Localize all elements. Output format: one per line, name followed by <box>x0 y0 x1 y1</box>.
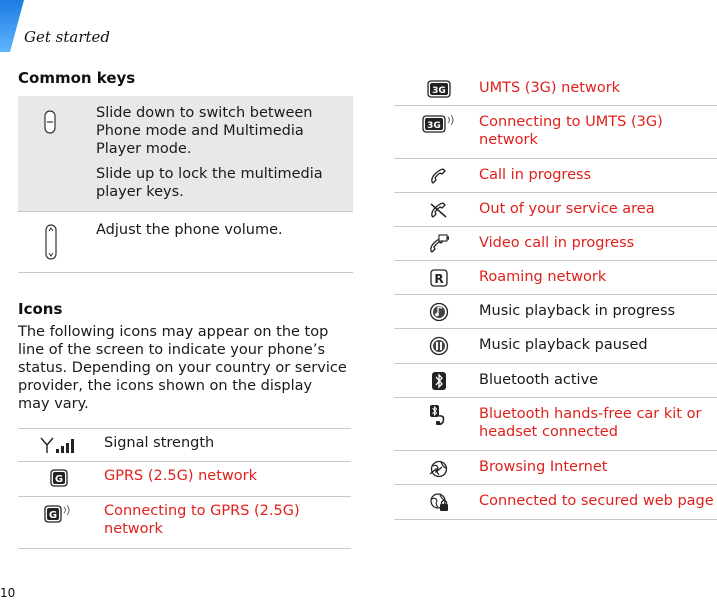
svg-text:G: G <box>48 510 58 521</box>
right-icons-table <box>394 72 717 520</box>
volume-key-icon <box>44 224 58 260</box>
switch-key-desc-1: Slide down to switch between Phone mode and Multimedia Player mode. <box>96 105 313 157</box>
call-in-progress-icon <box>422 165 456 187</box>
page-number: 10 <box>0 586 16 600</box>
gprs-connecting-icon <box>38 502 80 524</box>
right-icon-label: Video call in progress <box>479 235 635 251</box>
out-of-service-icon <box>422 199 456 221</box>
right-icon-row <box>394 261 717 295</box>
right-icon-row <box>394 485 717 520</box>
right-icon-row <box>394 193 717 227</box>
secured-web-icon <box>422 491 456 513</box>
svg-text:3G: 3G <box>427 121 441 131</box>
right-icon-row <box>394 451 717 485</box>
right-icon-row <box>394 398 717 451</box>
right-icon-label: Bluetooth hands-free car kit or headset connected <box>479 406 702 440</box>
right-icon-row <box>394 227 717 261</box>
page-title: Get started <box>24 28 111 46</box>
right-icon-row <box>394 159 717 193</box>
right-icon-row <box>394 106 717 159</box>
side-switch-icon <box>42 110 58 134</box>
right-icon-label: UMTS (3G) network <box>479 80 621 96</box>
video-call-icon <box>422 233 456 255</box>
right-icon-label: Music playback paused <box>479 337 648 353</box>
gprs-icon <box>38 467 80 489</box>
svg-text:G: G <box>54 474 64 485</box>
umts-connecting-icon <box>422 112 456 134</box>
svg-text:3G: 3G <box>432 86 446 96</box>
music-paused-icon <box>422 335 456 357</box>
right-icon-label: Music playback in progress <box>479 303 676 319</box>
right-icon-row <box>394 364 717 398</box>
right-icon-label: Roaming network <box>479 269 607 285</box>
signal-strength-icon <box>38 434 80 456</box>
volume-key-desc: Adjust the phone volume. <box>96 222 283 238</box>
umts-icon <box>422 78 456 100</box>
switch-key-desc-2: Slide up to lock the multimedia player keys. <box>96 166 323 200</box>
music-playback-icon <box>422 301 456 323</box>
left-icon-label: Signal strength <box>104 435 215 451</box>
left-icon-row <box>18 497 351 549</box>
common-key-row-switch <box>18 96 353 212</box>
bluetooth-icon <box>422 370 456 392</box>
right-icon-label: Connecting to UMTS (3G) network <box>479 114 663 148</box>
svg-text:R: R <box>434 272 444 286</box>
icons-heading: Icons <box>18 300 63 318</box>
right-icon-row <box>394 295 717 329</box>
left-icon-row <box>18 462 351 497</box>
left-icon-label: Connecting to GPRS (2.5G) network <box>104 503 300 537</box>
right-icon-label: Bluetooth active <box>479 372 599 388</box>
roaming-icon <box>422 267 456 289</box>
right-icon-label: Out of your service area <box>479 201 655 217</box>
right-icon-row <box>394 72 717 106</box>
left-icon-row <box>18 429 351 462</box>
browsing-icon <box>422 457 456 479</box>
bluetooth-handsfree-icon <box>422 404 456 426</box>
right-icon-label: Browsing Internet <box>479 459 608 475</box>
left-icon-label: GPRS (2.5G) network <box>104 468 257 484</box>
left-icons-table <box>18 428 351 549</box>
common-keys-table <box>18 96 353 273</box>
right-icon-label: Call in progress <box>479 167 592 183</box>
right-icon-label: Connected to secured web page <box>479 493 714 509</box>
right-icon-row <box>394 329 717 364</box>
common-keys-heading: Common keys <box>18 69 136 87</box>
icons-intro: The following icons may appear on the top line of the screen to indicate your phone’s status. Depending on your country or service provider, the icons shown on the display may vary. <box>18 324 347 412</box>
common-key-row-volume <box>18 212 353 273</box>
